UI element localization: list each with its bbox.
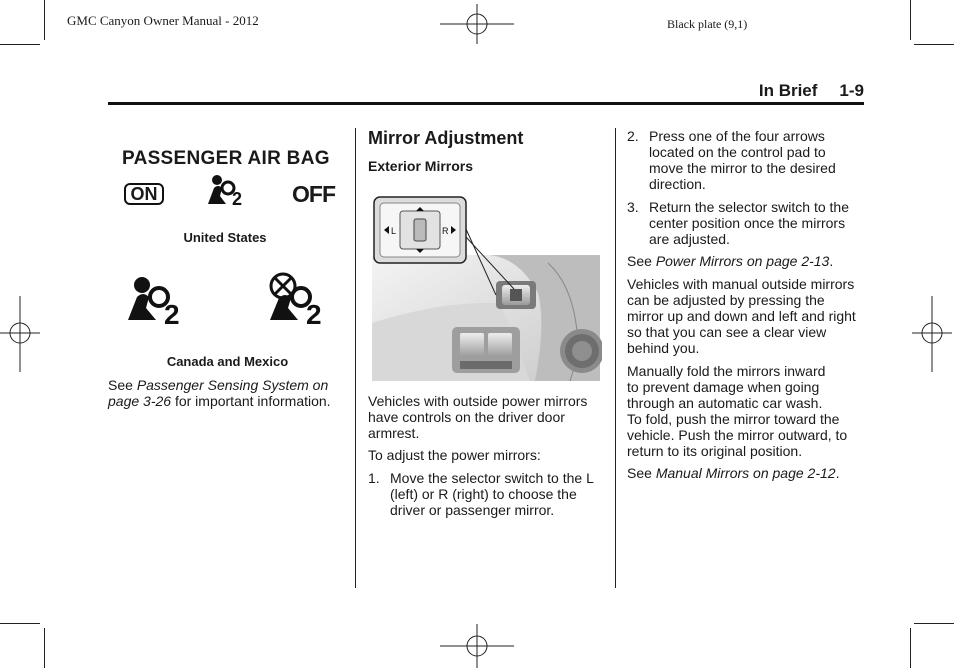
cross-reference-link[interactable]: Passenger Sensing System on page 3-26 (108, 377, 329, 409)
passenger-airbag-icon (206, 174, 246, 208)
adjust-power-mirrors: To adjust the power mirrors: (368, 447, 541, 463)
column-divider (615, 128, 616, 588)
manual-title: GMC Canyon Owner Manual - 2012 (67, 13, 259, 28)
step-number: 1. (368, 470, 380, 486)
step-text: Press one of the four arrows located on the control pad to move the mirror to the desired direction. (649, 128, 836, 192)
crop-mark (0, 623, 40, 624)
registration-mark-top (440, 4, 516, 44)
section-title: In Brief (758, 81, 818, 100)
see-power-mirrors: See Power Mirrors on page 2-13. (627, 253, 834, 269)
step-number: 3. (627, 199, 639, 215)
fold-instructions-paragraph: To fold, push the mirror toward the vehicle. Push the mirror outward, to return to its original position. (627, 411, 848, 459)
switch-right-label: R (442, 226, 449, 236)
crop-mark (44, 628, 45, 668)
caption-united-states: United States (183, 230, 267, 245)
seat-number: 2 (306, 299, 322, 326)
airbag-on-indicator (124, 183, 164, 205)
airbag-title: PASSENGER AIR BAG (122, 148, 330, 169)
plate-label: Black plate (9,1) (667, 17, 748, 31)
mirror-control-illustration (370, 193, 602, 383)
passenger-airbag-off-icon (266, 272, 330, 326)
door-armrest-drawing (370, 193, 602, 383)
step-3 (627, 199, 863, 247)
step-text: Return the selector switch to the center position once the mirrors are adjusted. (649, 199, 849, 247)
step-1 (368, 470, 600, 518)
seat-number: 2 (164, 299, 180, 326)
crop-mark (910, 628, 911, 668)
step-2 (627, 128, 863, 192)
header-rule (108, 102, 864, 105)
step-number: 2. (627, 128, 639, 144)
mirror-adjustment-heading: Mirror Adjustment (368, 128, 524, 148)
section-header (759, 81, 864, 101)
registration-mark-left (0, 296, 40, 372)
crop-mark (910, 0, 911, 40)
see-manual-mirrors: See Manual Mirrors on page 2-12. (627, 465, 840, 481)
airbag-off-label: OFF (292, 181, 335, 207)
caption-canada-mexico: Canada and Mexico (166, 354, 289, 369)
switch-left-label: L (391, 226, 397, 236)
crop-mark (0, 44, 40, 45)
exterior-mirrors-heading: Exterior Mirrors (368, 158, 474, 174)
step-text: Move the selector switch to the L (left) or R (right) to choose the driver or passenger mirror. (390, 470, 594, 518)
page-number: 1-9 (839, 81, 864, 100)
crop-mark (914, 623, 954, 624)
cross-reference-link[interactable]: Power Mirrors on page 2-13 (655, 253, 830, 269)
power-mirrors-intro: Vehicles with outside power mirrors have controls on the driver door armrest. (368, 393, 588, 441)
passenger-airbag-on-icon (126, 276, 188, 326)
column-divider (355, 128, 356, 588)
registration-mark-bottom (440, 624, 516, 668)
see-passenger-sensing: See Passenger Sensing System on page 3-26 for important information. (108, 377, 331, 409)
crop-mark (44, 0, 45, 40)
seat-number: 2 (232, 189, 243, 208)
registration-mark-right (912, 296, 952, 372)
manual-mirrors-paragraph: Vehicles with manual outside mirrors can be adjusted by pressing the mirror up and down and left and right so that you can see a clear view behind you. (627, 276, 856, 356)
crop-mark (914, 44, 954, 45)
fold-mirrors-paragraph: Manually fold the mirrors inward to prevent damage when going through an automatic car wash. (627, 363, 826, 411)
cross-reference-link[interactable]: Manual Mirrors on page 2-12 (655, 465, 836, 481)
airbag-on-label: ON (130, 184, 158, 204)
